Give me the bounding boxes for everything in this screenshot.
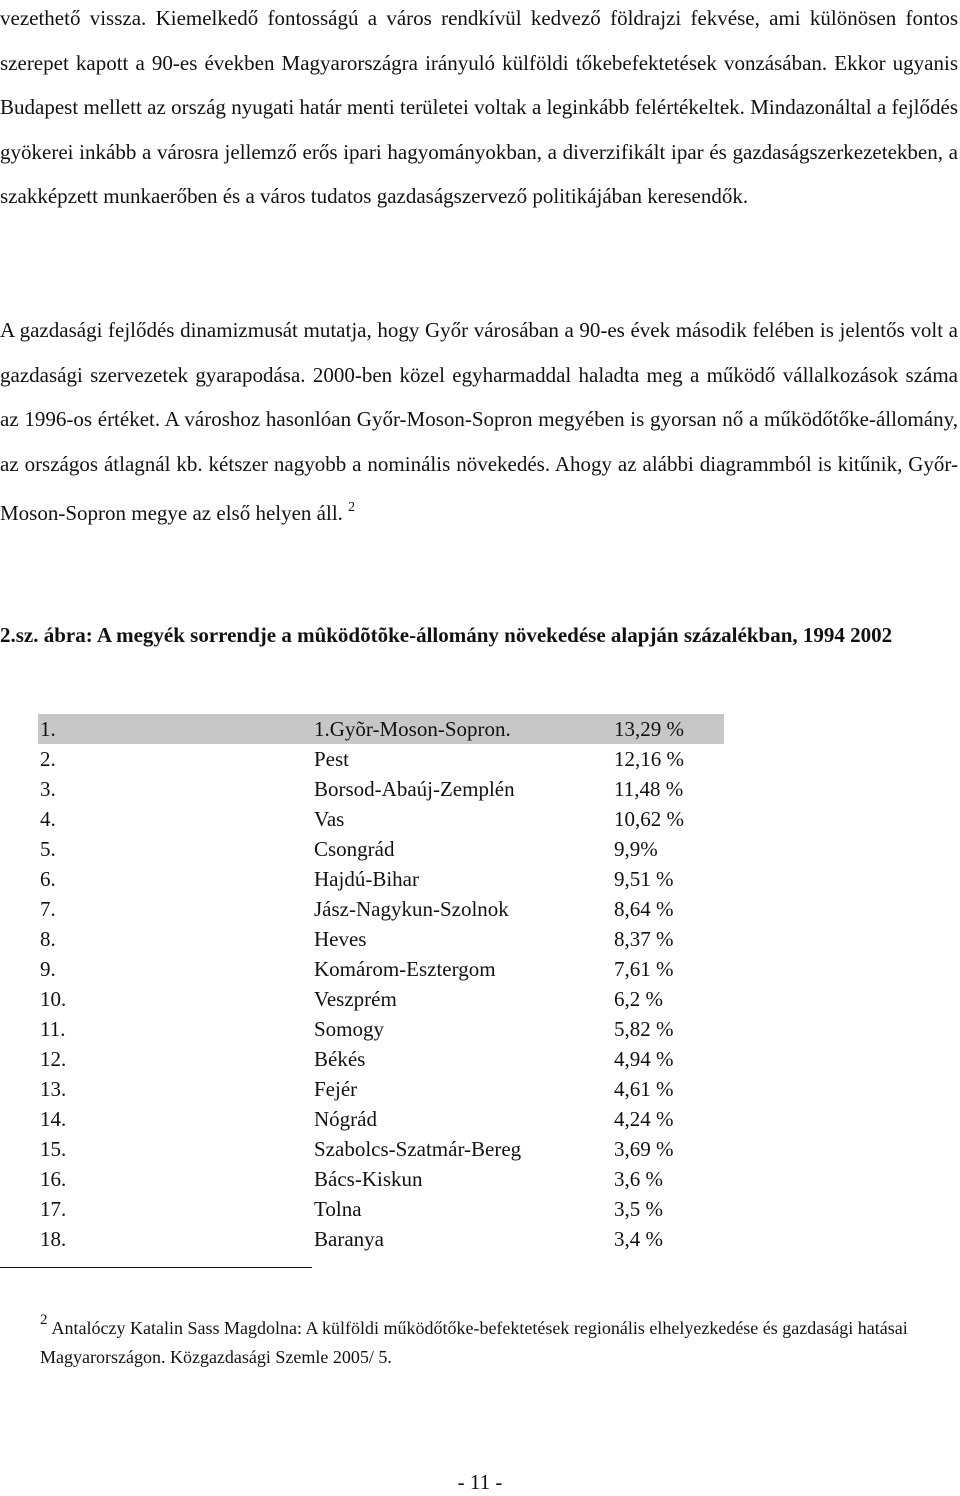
rank-cell: 6. xyxy=(40,867,56,891)
county-cell: Komárom-Esztergom xyxy=(314,957,496,981)
value-cell: 5,82 % xyxy=(614,1017,674,1041)
value-cell: 3,5 % xyxy=(614,1197,663,1221)
rank-cell: 2. xyxy=(40,747,56,771)
value-cell: 10,62 % xyxy=(614,807,684,831)
county-cell: Bács-Kiskun xyxy=(314,1167,423,1191)
value-cell: 4,24 % xyxy=(614,1107,674,1131)
county-cell: Békés xyxy=(314,1047,366,1071)
value-cell: 3,6 % xyxy=(614,1167,663,1191)
table-row xyxy=(38,714,724,744)
value-cell: 6,2 % xyxy=(614,987,663,1011)
county-ranking-table xyxy=(38,714,724,1254)
county-cell: Jász-Nagykun-Szolnok xyxy=(314,897,509,921)
table-row xyxy=(38,1104,724,1134)
county-cell: Csongrád xyxy=(314,837,395,861)
county-cell: Baranya xyxy=(314,1227,384,1251)
county-cell: Szabolcs-Szatmár-Bereg xyxy=(314,1137,522,1161)
table-row xyxy=(38,744,724,774)
footnote-text: Antalóczy Katalin Sass Magdolna: A külföldi működőtőke-befektetések regionális elhelyezkedése és gazdasági hatásai Magyarországon. Közgazdasági Szemle 2005/ 5. xyxy=(40,1318,908,1367)
county-cell: Pest xyxy=(314,747,350,771)
rank-cell: 15. xyxy=(40,1137,67,1161)
table-row xyxy=(38,1224,724,1254)
footnote-marker: 2 xyxy=(40,1312,48,1328)
rank-cell: 11. xyxy=(40,1017,66,1041)
rank-cell: 1. xyxy=(38,714,314,744)
rank-cell: 8. xyxy=(40,927,56,951)
county-cell: Borsod-Abaúj-Zemplén xyxy=(314,777,515,801)
footnote xyxy=(40,1306,950,1372)
rank-cell: 3. xyxy=(40,777,56,801)
rank-cell: 4. xyxy=(40,807,56,831)
rank-cell: 5. xyxy=(40,837,56,861)
table-row xyxy=(38,1194,724,1224)
body-paragraph-2 xyxy=(0,308,958,536)
county-cell: Hajdú-Bihar xyxy=(314,867,419,891)
value-cell: 9,9% xyxy=(614,837,658,861)
county-cell: Somogy xyxy=(314,1017,385,1041)
footnote-separator xyxy=(0,1267,312,1268)
table-row xyxy=(38,774,724,804)
value-cell: 9,51 % xyxy=(614,867,674,891)
county-cell: Tolna xyxy=(314,1197,362,1221)
county-cell: Vas xyxy=(314,807,345,831)
rank-cell: 9. xyxy=(40,957,56,981)
table-row xyxy=(38,954,724,984)
body-paragraph-1: vezethető vissza. Kiemelkedő fontosságú a város rendkívül kedvező földrajzi fekvése, ami különösen fontos szerepet kapott a 90-es években Magyarországra irányuló külföldi tőkebefektetések vonzásában. Ekkor ugyanis Budapest mellett az ország nyugati határ menti területei voltak a leginkább felértékeltek. Mindazonáltal a fejlődés gyökerei inkább a városra jellemző erős ipari hagyományokban, a diverzifikált ipar és gazdaságszerkezetekben, a szakképzett munkaerőben és a város tudatos gazdaságszervező politikájában keresendők. xyxy=(0,6,958,208)
table-row xyxy=(38,864,724,894)
table-row xyxy=(38,1134,724,1164)
rank-cell: 12. xyxy=(40,1047,67,1071)
rank-cell: 13. xyxy=(40,1077,67,1101)
value-cell: 4,94 % xyxy=(614,1047,674,1071)
rank-cell: 7. xyxy=(40,897,56,921)
county-cell: Veszprém xyxy=(314,987,397,1011)
table-row xyxy=(38,1164,724,1194)
figure-caption: 2.sz. ábra: A megyék sorrendje a mûködõtõke-állomány növekedése alapján százalékban, 1994 2002 xyxy=(0,623,893,647)
value-cell: 7,61 % xyxy=(614,957,674,981)
table-row xyxy=(38,1044,724,1074)
value-cell: 11,48 % xyxy=(614,777,684,801)
table-row xyxy=(38,1014,724,1044)
table-row xyxy=(38,834,724,864)
table-row xyxy=(38,894,724,924)
table-row xyxy=(38,924,724,954)
value-cell: 8,37 % xyxy=(614,927,674,951)
value-cell: 8,64 % xyxy=(614,897,674,921)
table-row xyxy=(38,804,724,834)
value-cell: 4,61 % xyxy=(614,1077,674,1101)
value-cell: 13,29 % xyxy=(614,714,724,744)
value-cell: 12,16 % xyxy=(614,747,684,771)
county-cell: Nógrád xyxy=(314,1107,377,1131)
table-row xyxy=(38,1074,724,1104)
page-number: - 11 - xyxy=(457,1470,503,1494)
value-cell: 3,4 % xyxy=(614,1227,663,1251)
rank-cell: 17. xyxy=(40,1197,67,1221)
rank-cell: 18. xyxy=(40,1227,67,1251)
table-row xyxy=(38,984,724,1014)
rank-cell: 14. xyxy=(40,1107,67,1131)
county-cell: Heves xyxy=(314,927,367,951)
rank-cell: 10. xyxy=(40,987,67,1011)
county-cell: Fejér xyxy=(314,1077,358,1101)
county-cell: 1.Gyõr-Moson-Sopron. xyxy=(314,714,614,744)
value-cell: 3,69 % xyxy=(614,1137,674,1161)
footnote-reference: 2 xyxy=(348,500,356,515)
body-paragraph-2-text: A gazdasági fejlődés dinamizmusát mutatja, hogy Győr városában a 90-es évek második felében is jelentős volt a gazdasági szervezetek gyarapodása. 2000-ben közel egyharmaddal haladta meg a működő vállalkozások száma az 1996-os értéket. A városhoz hasonlóan Győr-Moson-Sopron megyében is gyorsan nő a működőtőke-állomány, az országos átlagnál kb. kétszer nagyobb a nominális növekedés. Ahogy az alábbi diagrammból is kitűnik, Győr-Moson-Sopron megye az első helyen áll. xyxy=(0,318,958,525)
rank-cell: 16. xyxy=(40,1167,67,1191)
